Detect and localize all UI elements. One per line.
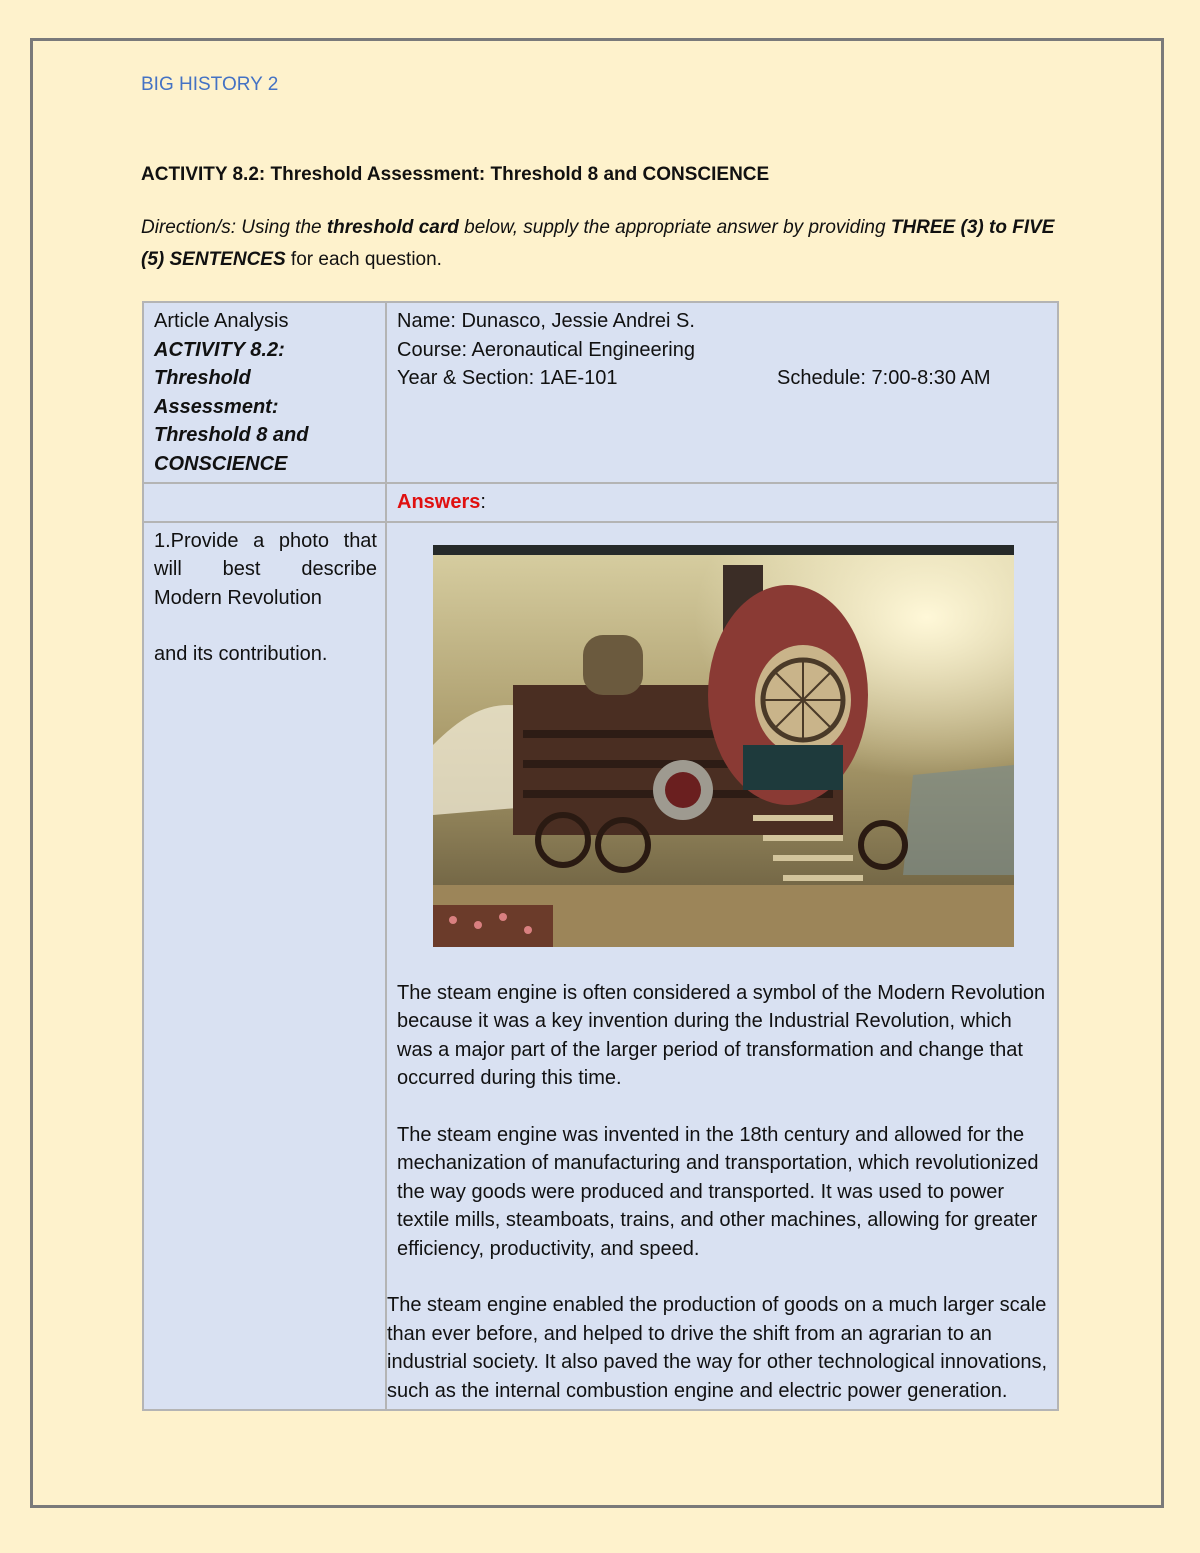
steam-locomotive-photo bbox=[433, 545, 1014, 947]
directions-bold-sentences: THREE (3) to FIVE (5) SENTENCES bbox=[141, 217, 1055, 270]
schedule: Schedule: 7:00-8:30 AM bbox=[777, 367, 991, 389]
answers-label: Answers bbox=[397, 491, 481, 513]
directions bbox=[141, 212, 1066, 276]
article-analysis-label: Article Analysis bbox=[154, 310, 289, 332]
question-cell bbox=[143, 522, 386, 1411]
student-info bbox=[386, 302, 1058, 483]
answers-label-cell bbox=[386, 483, 1058, 522]
answers-label-row bbox=[143, 483, 1058, 522]
activity-title: ACTIVITY 8.2: Threshold Assessment: Threshold 8 and CONSCIENCE bbox=[141, 164, 770, 185]
answer-paragraph-1: The steam engine is often considered a symbol of the Modern Revolution because it was a key invention during the Industrial Revolution, which was a major part of the larger period of transformation and change that occurred during this time. bbox=[397, 981, 1046, 1089]
directions-mid: below, supply the appropriate answer by providing bbox=[458, 217, 891, 238]
answers-colon: : bbox=[480, 491, 486, 513]
question-1-contribution: and its contribution. bbox=[154, 643, 328, 665]
year-section: Year & Section: 1AE-101 bbox=[397, 367, 618, 389]
student-name: Name: Dunasco, Jessie Andrei S. bbox=[397, 310, 695, 332]
card-left-header bbox=[143, 302, 386, 483]
empty-cell bbox=[143, 483, 386, 522]
directions-bold-threshold-card: threshold card bbox=[326, 217, 459, 238]
answer-cell bbox=[386, 522, 1058, 1411]
answer-paragraph-2: The steam engine was invented in the 18th century and allowed for the mechanization of manufacturing and transportation, which revolutionized the way goods were produced and transported. It was used to power textile mills, steamboats, trains, and other machines, allowing for greater efficiency, productivity, and speed. bbox=[397, 1123, 1039, 1260]
directions-prefix: Direction/s: Using the bbox=[141, 217, 327, 238]
year-schedule-row bbox=[397, 364, 1049, 393]
card-header-row bbox=[143, 302, 1058, 483]
threshold-card bbox=[142, 301, 1059, 1411]
question-row bbox=[143, 522, 1058, 1411]
answer-paragraph-3: The steam engine enabled the production of goods on a much larger scale than ever before, and helped to drive the shift from an agrarian to an industrial society. It also paved the way for other technological innovations, such as the internal combustion engine and electric power generation. bbox=[387, 1294, 1047, 1402]
left-activity-title: ACTIVITY 8.2: Threshold Assessment: Threshold 8 and CONSCIENCE bbox=[154, 338, 309, 475]
directions-suffix: for each question. bbox=[285, 249, 442, 270]
student-course: Course: Aeronautical Engineering bbox=[397, 338, 695, 361]
question-1-text: 1.Provide a photo that will best describe Modern Revolution bbox=[154, 529, 377, 609]
course-title: BIG HISTORY 2 bbox=[141, 74, 279, 95]
